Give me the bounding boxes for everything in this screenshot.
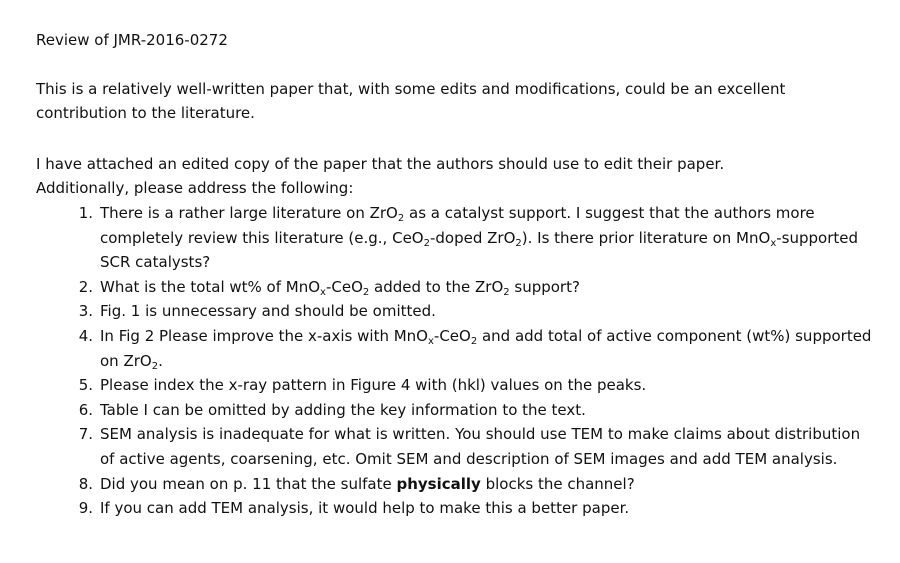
list-item: 4. In Fig 2 Please improve the x-axis with MnO$_x$-CeO$_2$ and add total of active component (wt%) supported on ZrO$_2$. bbox=[100, 324, 876, 373]
list-item: 2. What is the total wt% of MnO$_x$-CeO$_2$ added to the ZrO$_2$ support? bbox=[100, 275, 876, 300]
emphasis-text: physically bbox=[396, 474, 481, 493]
list-item: 5. Please index the x-ray pattern in Figure 4 with (hkl) values on the peaks. bbox=[100, 373, 876, 398]
list-item-number: 4. bbox=[78, 326, 93, 345]
list-item-number: 1. bbox=[78, 203, 93, 222]
list-item: 7. SEM analysis is inadequate for what is written. You should use TEM to make claims about distribution of active agents, coarsening, etc. Omit SEM and description of SEM images and add TEM analysis. bbox=[100, 422, 876, 471]
list-item-number: 5. bbox=[78, 376, 93, 395]
list-item-number: 6. bbox=[78, 400, 93, 419]
list-item-number: 3. bbox=[78, 302, 93, 321]
review-document bbox=[36, 28, 876, 521]
list-item: 9. If you can add TEM analysis, it would help to make this a better paper. bbox=[100, 496, 876, 521]
review-points-list bbox=[36, 201, 876, 521]
document-title: Review of JMR-2016-0272 bbox=[36, 31, 228, 49]
intro-paragraph: This is a relatively well-written paper that, with some edits and modifications, could be an excellent contribution to the literature. bbox=[36, 79, 786, 123]
list-item-number: 2. bbox=[78, 277, 93, 296]
list-item: 8. Did you mean on p. 11 that the sulfate physically blocks the channel? bbox=[100, 472, 876, 497]
request-line: Additionally, please address the following: bbox=[36, 179, 354, 198]
list-item: 6. Table I can be omitted by adding the key information to the text. bbox=[100, 398, 876, 423]
list-item-number: 7. bbox=[78, 425, 93, 444]
list-item-number: 9. bbox=[78, 499, 93, 518]
request-line: I have attached an edited copy of the paper that the authors should use to edit their paper. bbox=[36, 154, 725, 173]
request-paragraph bbox=[36, 152, 876, 201]
list-item: 1. There is a rather large literature on ZrO$_2$ as a catalyst support. I suggest that the authors more completely review this literature (e.g., CeO$_2$-doped ZrO$_2$). Is there prior literature on MnO$_x$-supported SCR catalysts? bbox=[100, 201, 876, 275]
list-item-number: 8. bbox=[78, 474, 93, 493]
list-item: 3. Fig. 1 is unnecessary and should be omitted. bbox=[100, 299, 876, 324]
